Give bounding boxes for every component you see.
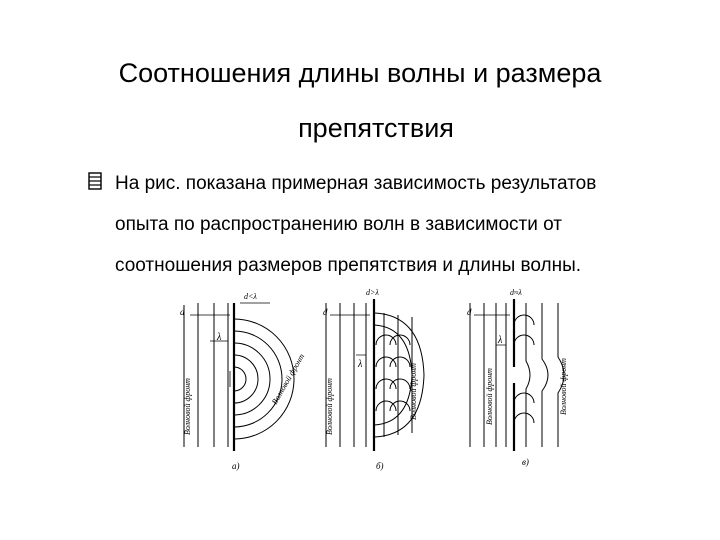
panel-b-lambda-label: λ: [358, 359, 363, 370]
slide-title-continued: препятствия: [298, 113, 454, 143]
panel-a-wave-label: Волновой фронт: [269, 352, 307, 406]
panel-a: [184, 303, 294, 451]
panel-c-front-label: Волновой фронт: [485, 368, 494, 425]
panel-b-caption: б): [376, 461, 384, 471]
panel-c-caption: в): [522, 457, 529, 467]
panel-a-lambda-label: λ: [217, 332, 222, 343]
diffraction-figure: [170, 285, 590, 475]
bullet-icon: [88, 172, 102, 190]
panel-b-wave-label: Волновой фронт: [409, 363, 418, 420]
panel-b-d-label: d: [323, 307, 328, 317]
panel-c-lambda-label: λ: [498, 335, 503, 346]
panel-a-caption: a): [232, 461, 240, 471]
panel-c-condition: d≈λ: [510, 288, 522, 297]
paragraph-line-1: На рис. показана примерная зависимость результатов: [115, 173, 597, 194]
panel-a-front-label: Волновой фронт: [183, 378, 192, 435]
panel-b-front-label: Волновой фронт: [325, 378, 334, 435]
panel-c-d-label: d: [467, 307, 472, 317]
paragraph-line-2: опыта по распространению волн в зависимости от: [115, 214, 563, 235]
panel-a-d-label: d: [180, 307, 185, 317]
paragraph-line-3: соотношения размеров препятствия и длины волны.: [115, 255, 582, 276]
panel-c-wave-label: Волновой фронт: [559, 358, 568, 415]
panel-a-condition: d<λ: [244, 292, 257, 301]
panel-b-condition: d>λ: [366, 288, 379, 297]
slide-title: Соотношения длины волны и размера: [118, 58, 602, 88]
